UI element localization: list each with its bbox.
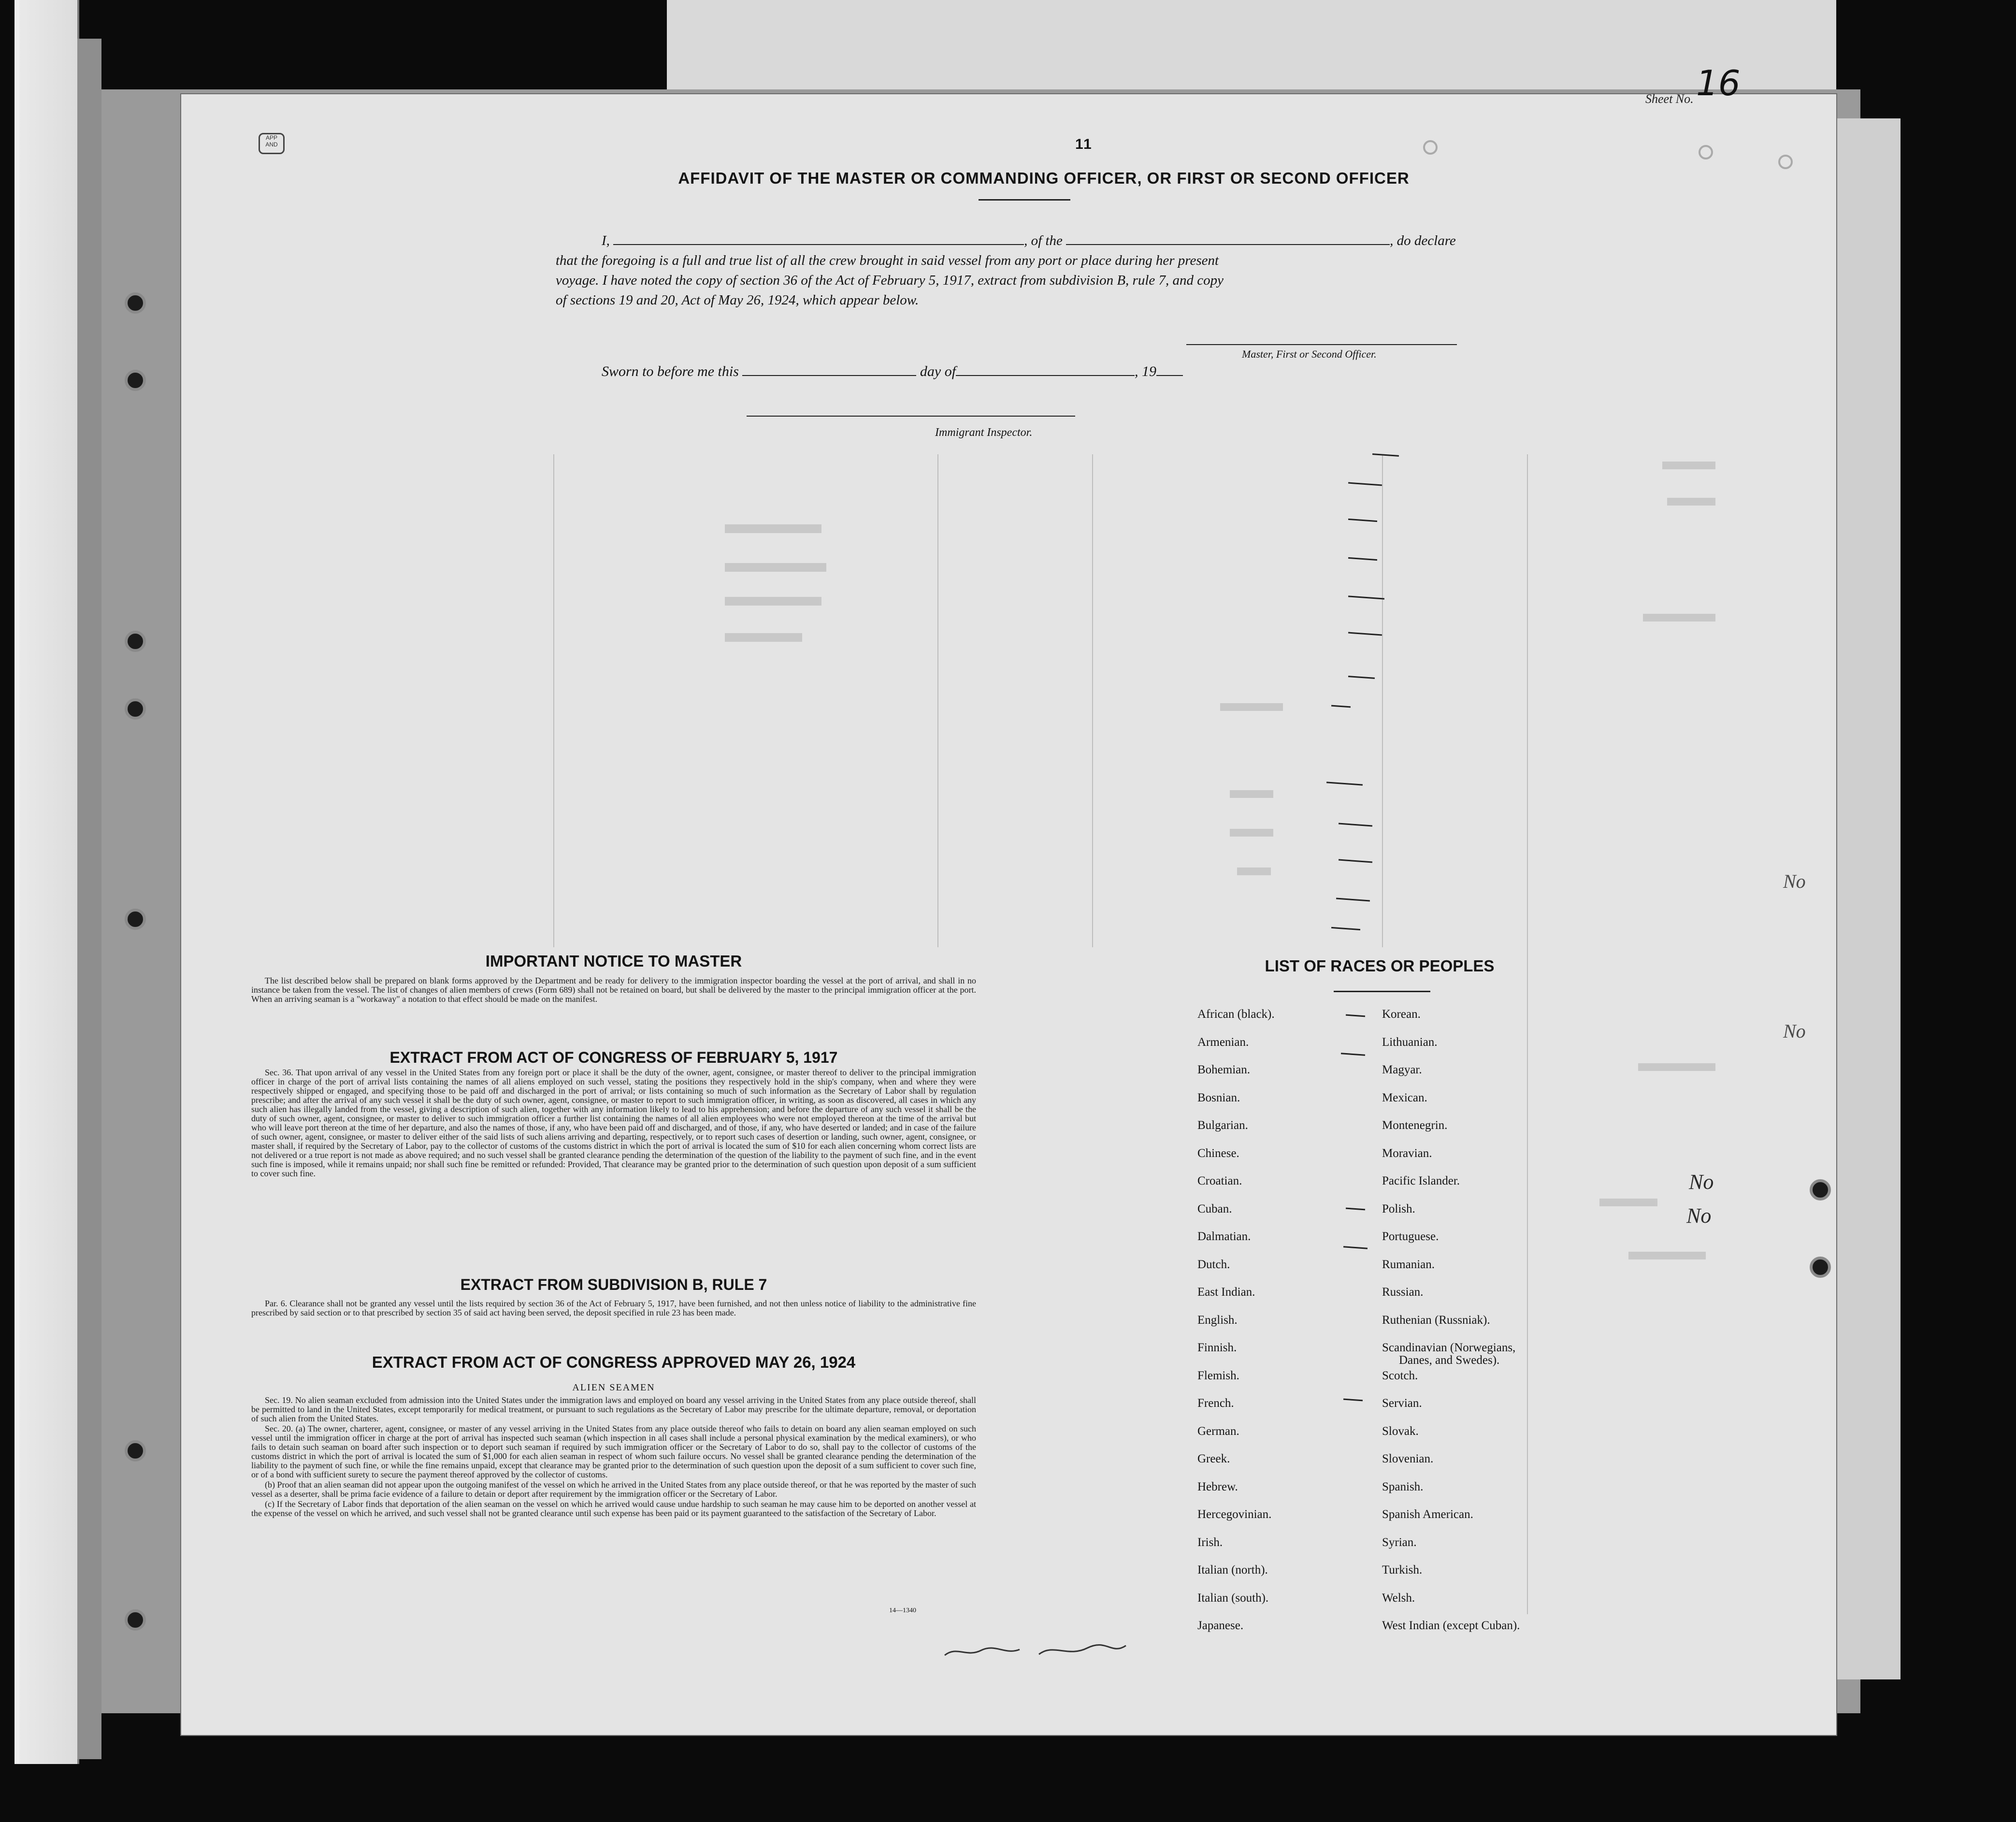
ghost-entry (1638, 1063, 1715, 1071)
race-item: Montenegrin. (1382, 1119, 1448, 1132)
binding-hole (125, 1609, 146, 1631)
ghost-entry (1628, 1252, 1706, 1259)
race-item: Welsh. (1382, 1591, 1415, 1605)
race-item: Ruthenian (Russniak). (1382, 1313, 1490, 1327)
punch-hole (1778, 155, 1793, 169)
sworn-line (602, 363, 1183, 380)
races-title: LIST OF RACES OR PEOPLES (1265, 957, 1495, 975)
sworn-day-of: day of (920, 363, 956, 379)
race-item: Syrian. (1382, 1535, 1417, 1549)
race-item: Spanish American. (1382, 1508, 1473, 1521)
sworn-month-blank (956, 364, 1135, 376)
race-item: Italian (south). (1197, 1591, 1269, 1605)
ghost-entry (1599, 1199, 1657, 1206)
name-blank (613, 233, 1024, 245)
race-item: Croatian. (1197, 1174, 1242, 1187)
sworn-year: , 19 (1135, 363, 1157, 379)
race-item: Flemish. (1197, 1369, 1239, 1382)
race-item: Danes, and Swedes). (1399, 1354, 1500, 1367)
race-item: East Indian. (1197, 1286, 1255, 1299)
header-mark: 11 (1075, 136, 1093, 152)
race-item: Slovenian. (1382, 1452, 1434, 1465)
sheet-number: 16 (1696, 63, 1741, 103)
race-item: Korean. (1382, 1008, 1421, 1021)
punch-hole (1423, 140, 1438, 155)
form-code: 14—1340 (889, 1607, 916, 1614)
ghost-column-line (1382, 454, 1383, 947)
ghost-column-line (553, 454, 554, 947)
punch-hole (1699, 145, 1713, 159)
extract-1917-text: Sec. 36. That upon arrival of any vessel in the United States from any foreign port or place it shall be the duty of the owner, agent, consignee, or master thereof to deliver to the principal immigration officer in charge of the port of arrival lists containing the names of all aliens employed on such vessel, stating the positions they respectively hold in the ship's company, when and where they were respectively shipped or engaged, and specifying those to be paid off and discharged in the port of arrival; or lists containing so much of such information as the Secretary of Labor shall by regulation prescribe; and after the arrival of any such vessel it shall be the duty of such owner, agent, consignee, or master to report to such immigration officer, in writing, as soon as discovered, all cases in which any such alien has illegally landed from the vessel, giving a description of such alien, together with any information likely to lead to his apprehension; and before the departure of any such vessel it shall be the duty of such owner, agent, consignee, or master to deliver to such immigration officer a further list containing the names of all alien employees who were not employed thereon at the time of the arrival but who will leave port thereon at the time of her departure, and also the names of those, if any, who have been paid off and discharged, and of those, if any, who have deserted or landed; and in case of the failure of such owner, agent, consignee, or master to deliver either of the said lists of such aliens arriving and departing, respectively, or to report such cases of desertion or landing, such owner, agent, consignee, or master shall, if required by the Secretary of Labor, pay to the collector of customs of the customs district in which the port of arrival is located the sum of $10 for each alien concerning whom correct lists are not delivered or a true report is not made as above required; and no such vessel shall be granted clearance pending the determination of the question of the liability to the payment of such fine, and in the event such fine is imposed, while it remains unpaid; nor shall such fine be remitted or refunded: Provided, That clearance may be granted prior to the determination of such question upon deposit of a sum sufficient to cover such fine. (251, 1068, 976, 1178)
decl-i: I, (602, 233, 610, 248)
binding-strip (77, 39, 101, 1759)
race-item: Portuguese. (1382, 1230, 1439, 1243)
ghost-column-line (1527, 454, 1528, 1614)
race-item: Bohemian. (1197, 1063, 1251, 1076)
title-rule (979, 199, 1070, 201)
margin-note: No (1686, 1204, 1712, 1228)
race-item: African (black). (1197, 1008, 1275, 1021)
race-item: Spanish. (1382, 1480, 1424, 1493)
race-item: Pacific Islander. (1382, 1174, 1460, 1187)
race-item: Mexican. (1382, 1091, 1427, 1104)
binding-hole (125, 698, 146, 720)
extract-1924-text: Sec. 19. No alien seaman excluded from admission into the United States under the immigration laws and employed on board any vessel arriving in the United States from any place outside thereof, shall be permitted to land in the United States, except temporarily for medical treatment, or pursuant to such regulations as the Secretary of Labor may prescribe for the ultimate departure, removal, or deportation of such alien from the United States. Sec. 20. (a) The owner, charterer, agent, consignee, or master of any vessel arriving in the United States from any place outside thereof who fails to detain on board any alien seaman employed on such vessel until the immigration officer in charge at the port of arrival has inspected such seaman (which inspection in all cases shall include a personal physical examination by the medical examiners), or who fails to detain such seaman on board after such inspection or to deport such seaman if required by such immigration officer or the Secretary of Labor to do so, shall pay to the collector of customs of the customs district in which the port of arrival is located the sum of $1,000 for each alien seaman in respect of whom such failure occurs. No vessel shall be granted clearance pending the determination of the liability to the payment of such fine, or while the fine remains unpaid, except that clearance may be granted prior to the determination of such question upon the deposit of a sum sufficient to cover such fine, or of a bond with sufficient surety to secure the payment thereof approved by the collector of customs. (b) Proof that an alien seaman did not appear upon the outgoing manifest of the vessel on which he arrived in the United States from any place outside thereof, or that he was reported by the master of such vessel as a deserter, shall be prima facie evidence of a failure to detain or deport after requirement by the immigration officer or the Secretary of Labor. (c) If the Secretary of Labor finds that deportation of the alien seaman on the vessel on which he arrived would cause undue hardship to such seaman he may cause him to be deported on another vessel at the expense of the vessel on which he arrived, and such vessel shall not be granted clearance until such expense has been paid or its payment guaranteed to the satisfaction of the Secretary of Labor. (251, 1395, 976, 1518)
decl-line-3: voyage. I have noted the copy of section 36 of the Act of February 5, 1917, extract from subdivision B, rule 7, and copy (556, 273, 1224, 288)
alien-seamen-subtitle: ALIEN SEAMEN (572, 1382, 655, 1393)
margin-note: No (1783, 1020, 1806, 1042)
binding-hole (125, 292, 146, 314)
race-item: Servian. (1382, 1397, 1422, 1410)
race-item: Rumanian. (1382, 1258, 1435, 1271)
notice-text: The list described below shall be prepared on blank forms approved by the Department and be ready for delivery to the immigration inspector boarding the vessel at the port of arrival, and shall in no instance be taken from the vessel. The list of changes of alien members of crews (Form 689) shall not be retained on board, but shall be delivered by the master to the principal immigration officer at the port. When an arriving seaman is a "workaway" a notation to that effect should be made on the manifest. (251, 976, 976, 1004)
ghost-entry (1230, 790, 1273, 798)
inspector-signature-line (747, 416, 1075, 417)
sworn-text: Sworn to before me this (602, 363, 739, 379)
inspector-label: Immigrant Inspector. (935, 426, 1033, 439)
binding-hole (1810, 1179, 1831, 1200)
ghost-entry (725, 524, 821, 533)
extract-1924-title: EXTRACT FROM ACT OF CONGRESS APPROVED MAY 26, 1924 (372, 1353, 856, 1371)
binding-hole (125, 631, 146, 652)
race-item: English. (1197, 1313, 1238, 1327)
ghost-entry (1230, 829, 1273, 837)
decl-line-4: of sections 19 and 20, Act of May 26, 1924, which appear below. (556, 292, 919, 308)
race-item: Dutch. (1197, 1258, 1230, 1271)
race-item: Moravian. (1382, 1146, 1432, 1160)
ghost-entry (1220, 703, 1283, 711)
race-item: Polish. (1382, 1202, 1415, 1215)
binding-hole (125, 909, 146, 930)
extract-rule7-text: Par. 6. Clearance shall not be granted any vessel until the lists required by section 36 of the Act of February 5, 1917, have been furnished, and not then unless notice of liability to the administrative fine prescribed by said section or to that prescribed by section 35 of said act having been served, the deposit specified in rule 23 has been made. (251, 1299, 976, 1317)
ghost-entry (1667, 498, 1715, 506)
notice-title: IMPORTANT NOTICE TO MASTER (485, 952, 742, 970)
ghost-column-line (1092, 454, 1093, 947)
bound-edge-left (19, 0, 79, 1764)
sworn-year-blank (1156, 364, 1183, 376)
race-item: Greek. (1197, 1452, 1230, 1465)
master-signature-line (1186, 344, 1457, 345)
master-signature-label: Master, First or Second Officer. (1242, 348, 1377, 360)
ghost-entry (725, 563, 826, 572)
race-item: Dalmatian. (1197, 1230, 1251, 1243)
race-item: West Indian (except Cuban). (1382, 1619, 1520, 1632)
race-item: Finnish. (1197, 1341, 1237, 1354)
race-item: Lithuanian. (1382, 1035, 1438, 1049)
vessel-blank (1066, 233, 1390, 245)
margin-note: No (1783, 870, 1806, 892)
sworn-day-blank (742, 364, 916, 376)
race-item: Japanese. (1197, 1619, 1244, 1632)
race-item: Armenian. (1197, 1035, 1249, 1049)
race-item: Russian. (1382, 1286, 1424, 1299)
decl-of-the: , of the (1024, 233, 1063, 248)
stamp: APP AND (259, 133, 285, 154)
race-item: French. (1197, 1397, 1234, 1410)
race-item: Bulgarian. (1197, 1119, 1248, 1132)
binding-hole (125, 370, 146, 391)
race-item: Hebrew. (1197, 1480, 1238, 1493)
race-item: Scandinavian (Norwegians, (1382, 1341, 1516, 1354)
handwritten-scribble (942, 1641, 1136, 1660)
race-item: Scotch. (1382, 1369, 1418, 1382)
extract-rule7-title: EXTRACT FROM SUBDIVISION B, RULE 7 (460, 1276, 767, 1293)
race-item: Italian (north). (1197, 1563, 1268, 1576)
decl-line-2: that the foregoing is a full and true list of all the crew brought in said vessel from any port or place during her present (556, 253, 1219, 268)
race-item: Slovak. (1382, 1424, 1419, 1438)
ghost-entry (725, 633, 802, 642)
race-item: Turkish. (1382, 1563, 1423, 1576)
ghost-entry (725, 597, 821, 606)
ghost-entry (1643, 614, 1715, 622)
races-title-rule (1334, 991, 1430, 992)
ghost-column-line (937, 454, 938, 947)
race-item: Bosnian. (1197, 1091, 1240, 1104)
affidavit-title: AFFIDAVIT OF THE MASTER OR COMMANDING OFFICER, OR FIRST OR SECOND OFFICER (678, 169, 1410, 187)
binding-hole (1810, 1257, 1831, 1278)
race-item: Cuban. (1197, 1202, 1232, 1215)
declaration-text (556, 231, 1498, 310)
ghost-entry (1662, 462, 1715, 469)
race-item: Irish. (1197, 1535, 1223, 1549)
sheet-number-label: Sheet No. (1645, 92, 1694, 106)
race-item: Hercegovinian. (1197, 1508, 1272, 1521)
margin-note: No (1689, 1170, 1714, 1194)
ghost-entry (1237, 868, 1271, 875)
decl-do-declare: , do declare (1390, 233, 1456, 248)
race-item: Chinese. (1197, 1146, 1239, 1160)
binding-hole (125, 1440, 146, 1461)
extract-1917-title: EXTRACT FROM ACT OF CONGRESS OF FEBRUARY 5, 1917 (389, 1049, 838, 1066)
race-item: German. (1197, 1424, 1239, 1438)
race-item: Magyar. (1382, 1063, 1422, 1076)
